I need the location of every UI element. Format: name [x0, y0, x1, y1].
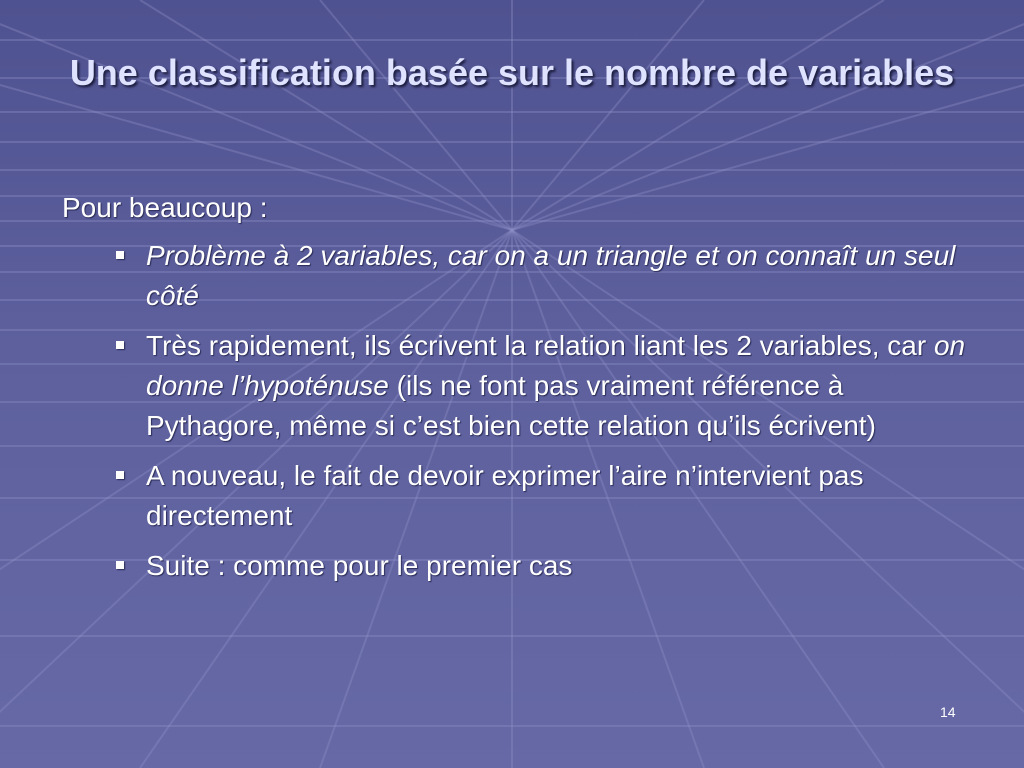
- slide-title: Une classification basée sur le nombre de variables: [69, 52, 955, 93]
- list-item: [62, 546, 972, 586]
- bullet-text: A nouveau, le fait de devoir exprimer l’aire n’intervient pas directement: [146, 460, 864, 531]
- bullet-text: , car on a un triangle et on connaît un seul côté: [146, 240, 956, 311]
- square-bullet-icon: [116, 251, 124, 259]
- bullet-italic-text: Problème à 2 variables: [146, 240, 433, 271]
- page-number: 14: [940, 704, 956, 720]
- lead-line: Pour beaucoup :: [62, 192, 268, 223]
- bullet-text: Très rapidement, ils écrivent la relation liant les 2 variables, car: [146, 330, 934, 361]
- bullet-text: Suite : comme pour le premier cas: [146, 550, 573, 581]
- list-item: [62, 326, 972, 446]
- list-item: [62, 236, 972, 316]
- bullet-text-continued: (ils ne font pas vraiment référence à Pythagore, même si c’est bien cette relation qu’ils écrivent): [146, 370, 876, 441]
- list-item: [62, 456, 972, 536]
- slide-body: [62, 188, 972, 596]
- square-bullet-icon: [116, 471, 124, 479]
- square-bullet-icon: [116, 341, 124, 349]
- bullet-italic-text: on donne l’hypoténuse: [146, 330, 966, 401]
- square-bullet-icon: [116, 561, 124, 569]
- bullet-list: [62, 236, 972, 586]
